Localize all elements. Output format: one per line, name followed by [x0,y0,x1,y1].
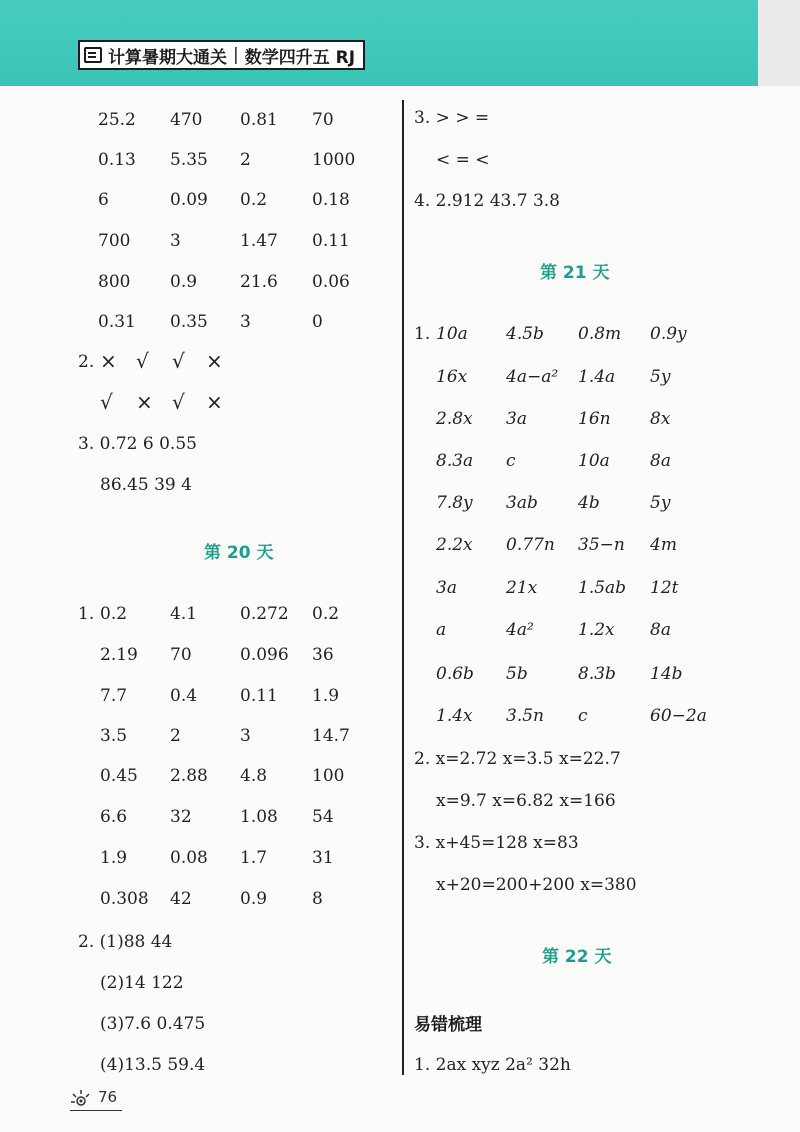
q3-answer-line: 86.45 39 4 [100,475,192,495]
check-mark: √ [136,349,149,373]
cross-mark: × [206,390,223,414]
day20-title: 第 20 天 [204,543,274,563]
q1-label: 1. [414,324,431,344]
answer-value: 2.2x [436,535,473,555]
answer-value: 25.2 [98,110,136,130]
answer-value: 0.35 [170,312,208,332]
answer-value: 0.2 [240,190,268,210]
answer-value: 6.6 [100,807,128,827]
q2-answer-line: (3)7.6 0.475 [100,1014,206,1034]
answer-value: 3 [240,726,251,746]
answer-value: 8.3b [578,664,616,684]
answer-value: 0.4 [170,686,198,706]
page-number: 76 [98,1088,118,1106]
answer-value: 1000 [312,150,356,170]
footer-underline [70,1110,122,1111]
answer-value: 2 [240,150,251,170]
answer-value: 16n [578,409,611,429]
answer-value: c [506,451,516,471]
answer-value: 35−n [578,535,625,555]
answer-value: 12t [650,578,679,598]
answer-value: 10a [436,324,468,344]
answer-value: 0.09 [170,190,208,210]
answer-value: 470 [170,110,203,130]
answer-value: 5y [650,367,671,387]
page-edge [758,0,800,86]
q2-answer-line: x=9.7 x=6.82 x=166 [436,791,616,811]
answer-value: 800 [98,272,131,292]
answer-value: 100 [312,766,345,786]
answer-value: 8a [650,451,671,471]
answer-value: 14.7 [312,726,350,746]
answer-value: 8a [650,620,671,640]
answer-value: 4b [578,493,600,513]
cross-mark: × [136,390,153,414]
q2-answer-line: (4)13.5 59.4 [100,1055,206,1075]
answer-value: 1.08 [240,807,278,827]
q3-answer-line: < = < [436,150,490,170]
answer-value: 2.88 [170,766,208,786]
q3-answer-line: 3. x+45=128 x=83 [414,833,579,853]
answer-value: 3a [506,409,527,429]
answer-value: 32 [170,807,192,827]
answer-value: 60−2a [650,706,707,726]
answer-value: 0.6b [436,664,474,684]
answer-value: 21x [506,578,538,598]
answer-value: 0.272 [240,604,289,624]
answer-value: 0.308 [100,889,149,909]
answer-value: 31 [312,848,334,868]
q2-answer-line: 2. x=2.72 x=3.5 x=22.7 [414,749,621,769]
answer-value: 21.6 [240,272,278,292]
error-review-heading: 易错梳理 [414,1015,482,1035]
answer-value: 0.2 [100,604,128,624]
book-title: 计算暑期大通关 [108,47,227,68]
q3-answer-line: 3. 0.72 6 0.55 [78,434,197,454]
answer-value: 4a² [506,620,534,640]
answer-value: 16x [436,367,468,387]
answer-value: 0.45 [100,766,138,786]
answer-value: 5.35 [170,150,208,170]
answer-value: 0.9y [650,324,687,344]
answer-value: 0.11 [312,231,350,251]
answer-value: 0.08 [170,848,208,868]
answer-value: 0.11 [240,686,278,706]
q2-answer-line: (2)14 122 [100,973,184,993]
answer-value: 700 [98,231,131,251]
answer-value: 8.3a [436,451,474,471]
day22-title: 第 22 天 [542,947,612,967]
answer-value: 0.13 [98,150,136,170]
answer-value: 0.06 [312,272,350,292]
q1-label: 1. [78,604,95,624]
answer-value: 10a [578,451,610,471]
answer-value: 1.4x [436,706,473,726]
answer-value: 5b [506,664,528,684]
answer-value: 0 [312,312,323,332]
book-subtitle: 数学四升五 RJ [244,47,356,68]
answer-value: a [436,620,447,640]
q2-answer-line: 2. (1)88 44 [78,932,173,952]
answer-value: 0.8m [578,324,622,344]
answer-value: 8 [312,889,323,909]
answer-value: 6 [98,190,109,210]
answer-value: 0.81 [240,110,278,130]
answer-value: 3a [436,578,457,598]
answer-value: 3.5 [100,726,128,746]
answer-value: 1.9 [312,686,340,706]
answer-value: 7.7 [100,686,128,706]
answer-value: 0.31 [98,312,136,332]
answer-value: 7.8y [436,493,473,513]
book-icon [84,47,102,63]
answer-value: 4a−a² [506,367,559,387]
day22-q1-line: 1. 2ax xyz 2a² 32h [414,1055,571,1075]
check-mark: √ [172,349,185,373]
q3-answer-line: 3. > > = [414,108,490,128]
title-separator: | [233,45,239,65]
column-divider [402,100,404,1075]
answer-value: 70 [312,110,334,130]
answer-value: 36 [312,645,334,665]
answer-value: 14b [650,664,683,684]
answer-value: 4m [650,535,677,555]
answer-value: c [578,706,588,726]
answer-value: 0.2 [312,604,340,624]
answer-value: 1.7 [240,848,268,868]
check-mark: √ [172,390,185,414]
answer-value: 1.4a [578,367,616,387]
answer-value: 1.5ab [578,578,627,598]
answer-value: 42 [170,889,192,909]
check-mark: √ [100,390,113,414]
answer-value: 0.9 [240,889,268,909]
answer-value: 5y [650,493,671,513]
answer-value: 1.2x [578,620,615,640]
answer-value: 0.18 [312,190,350,210]
answer-value: 2.19 [100,645,138,665]
answer-value: 3 [170,231,181,251]
q4-answer-line: 4. 2.912 43.7 3.8 [414,191,560,211]
answer-value: 2.8x [436,409,473,429]
answer-value: 3.5n [506,706,544,726]
answer-value: 70 [170,645,192,665]
cross-mark: × [206,349,223,373]
answer-value: 1.9 [100,848,128,868]
day21-title: 第 21 天 [540,263,610,283]
answer-value: 54 [312,807,334,827]
answer-value: 3 [240,312,251,332]
book-title-label [78,40,365,70]
q3-answer-line: x+20=200+200 x=380 [436,875,637,895]
answer-value: 0.096 [240,645,289,665]
answer-value: 3ab [506,493,538,513]
answer-value: 2 [170,726,181,746]
answer-value: 4.8 [240,766,268,786]
answer-value: 0.9 [170,272,198,292]
sun-icon [70,1088,92,1110]
answer-value: 0.77n [506,535,555,555]
q2-label: 2. [78,352,95,372]
answer-value: 4.1 [170,604,198,624]
answer-value: 8x [650,409,671,429]
answer-value: 4.5b [506,324,544,344]
answer-value: 1.47 [240,231,278,251]
cross-mark: × [100,349,117,373]
